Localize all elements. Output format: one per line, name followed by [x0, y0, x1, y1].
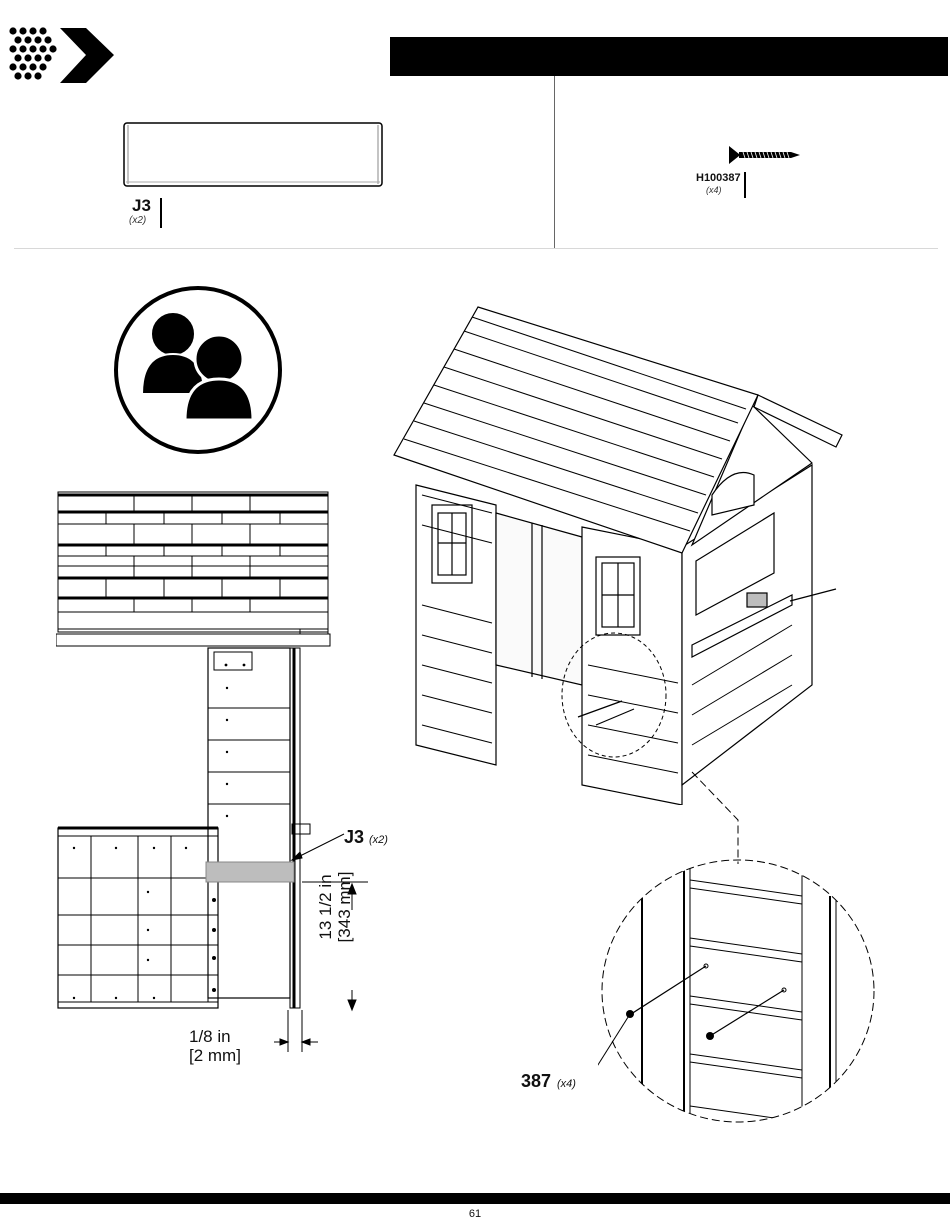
height-metric: [343 mm]: [335, 871, 354, 943]
board-callout-code: J3: [344, 827, 365, 847]
screw-callout-qty: (x4): [557, 1078, 576, 1090]
two-people-icon: [112, 284, 284, 456]
title-bar: [390, 37, 948, 76]
board-part-qty: (x2): [129, 215, 147, 226]
parts-divider: [554, 76, 555, 249]
board-j3-illustration: [122, 121, 384, 188]
zoomed-detail-circle: [598, 856, 878, 1126]
screw-label-tick: [744, 172, 746, 198]
logo-chevron-icon: [4, 26, 116, 86]
gap-imperial: 1/8 in: [189, 1027, 231, 1046]
board-label-tick: [160, 198, 162, 228]
page-number: 61: [468, 1208, 482, 1220]
parts-separator: [14, 248, 938, 249]
zoom-leader-line: [690, 770, 750, 865]
screw-icon: [727, 145, 801, 165]
board-callout-qty: (x2): [369, 834, 388, 846]
screw-callout-code: 387: [521, 1071, 552, 1091]
footer-bar: [0, 1193, 950, 1204]
playhouse-drawing: [392, 305, 848, 805]
board-part-code: J3: [132, 196, 151, 215]
height-imperial: 13 1/2 in: [316, 874, 335, 940]
screw-part-qty: (x4): [706, 185, 722, 195]
screw-part-code: H100387: [696, 172, 741, 184]
gap-metric: [2 mm]: [189, 1046, 241, 1065]
height-dimension: [316, 871, 406, 990]
